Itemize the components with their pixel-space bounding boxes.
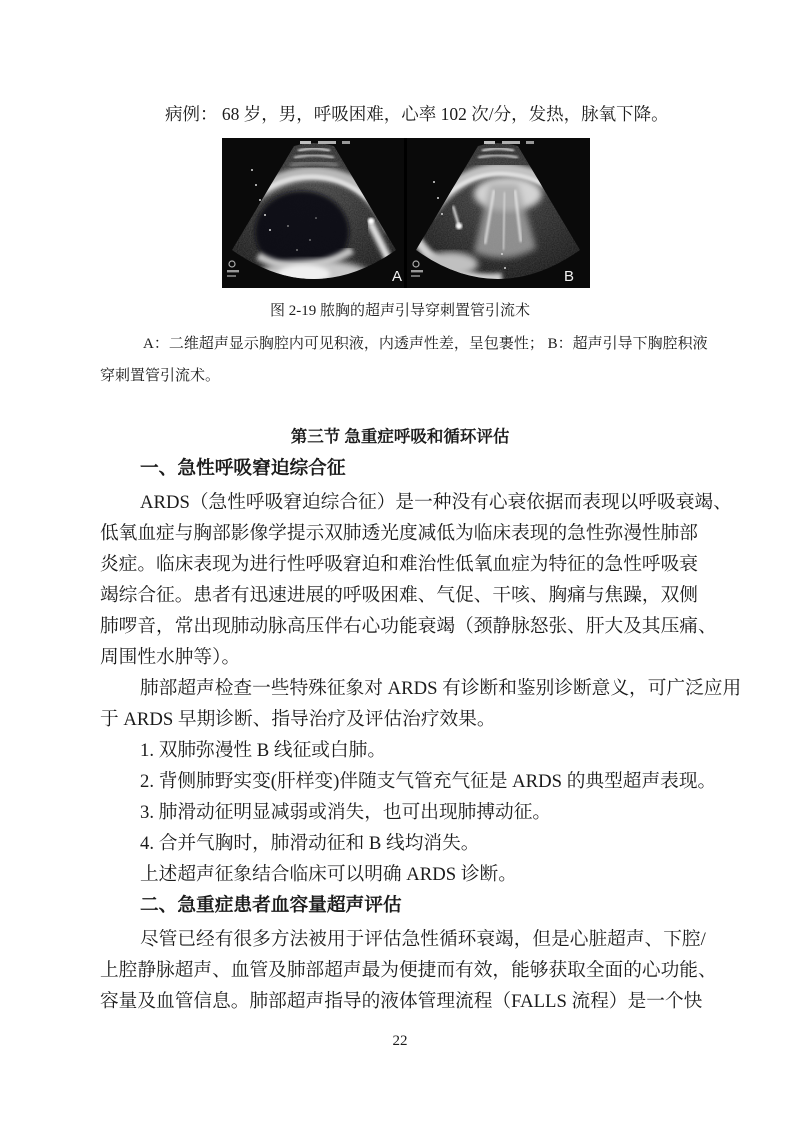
subsection-heading-2: 二、急重症患者血容量超声评估 xyxy=(140,895,402,916)
figure-legend-line-2: 穿刺置管引流术。 xyxy=(100,368,221,384)
paragraph-line: 周围性水肿等）。 xyxy=(100,647,241,668)
panel-seam xyxy=(404,138,407,288)
figure-2-19-ultrasound-image xyxy=(222,138,590,288)
list-item-4: 4. 合并气胸时，肺滑动征和 B 线均消失。 xyxy=(140,833,480,854)
page-number: 22 xyxy=(392,1033,408,1049)
list-item-2: 2. 背侧肺野实变(肝样变)伴随支气管充气征是 ARDS 的典型超声表现。 xyxy=(140,771,717,792)
paragraph-line: 炎症。临床表现为进行性呼吸窘迫和难治性低氧血症为特征的急性呼吸衰 xyxy=(100,554,698,575)
paragraph-line: 竭综合征。患者有迅速进展的呼吸困难、气促、干咳、胸痛与焦躁，双侧 xyxy=(100,585,698,606)
figure-legend-line-1: A：二维超声显示胸腔内可见积液，内透声性差，呈包裹性； B：超声引导下胸腔积液 xyxy=(143,336,708,352)
ultrasound-figure-svg xyxy=(222,138,590,288)
paragraph-line: 尽管已经有很多方法被用于评估急性循环衰竭，但是心脏超声、下腔/ xyxy=(140,929,706,950)
paragraph-line: 于 ARDS 早期诊断、指导治疗及评估治疗效果。 xyxy=(100,709,496,730)
paragraph-line: 容量及血管信息。肺部超声指导的液体管理流程（FALLS 流程）是一个快 xyxy=(100,991,703,1012)
paragraph-line: 低氧血症与胸部影像学提示双肺透光度减低为临床表现的急性弥漫性肺部 xyxy=(100,523,698,544)
machine-header-marks-b xyxy=(484,141,534,144)
paragraph-line: ARDS（急性呼吸窘迫综合征）是一种没有心衰依据而表现以呼吸衰竭、 xyxy=(140,492,732,513)
panel-b-label: B xyxy=(564,268,575,285)
section-title: 第三节 急重症呼吸和循环评估 xyxy=(290,427,510,446)
panel-a-label: A xyxy=(392,268,403,285)
case-description-line: 病例： 68 岁，男，呼吸困难，心率 102 次/分，发热，脉氧下降。 xyxy=(165,104,669,124)
subsection-heading-1: 一、急性呼吸窘迫综合征 xyxy=(140,458,346,479)
list-item-1: 1. 双肺弥漫性 B 线征或白肺。 xyxy=(140,740,387,761)
list-item-3: 3. 肺滑动征明显减弱或消失，也可出现肺搏动征。 xyxy=(140,802,552,823)
figure-caption: 图 2-19 脓胸的超声引导穿刺置管引流术 xyxy=(270,303,530,319)
machine-header-marks-a xyxy=(300,141,350,144)
paragraph-line: 上腔静脉超声、血管及肺部超声最为便捷而有效，能够获取全面的心功能、 xyxy=(100,960,717,981)
conclusion-line: 上述超声征象结合临床可以明确 ARDS 诊断。 xyxy=(140,864,517,885)
paragraph-line: 肺啰音，常出现肺动脉高压伴右心功能衰竭（颈静脉怒张、肝大及其压痛、 xyxy=(100,616,717,637)
paragraph-line: 肺部超声检查一些特殊征象对 ARDS 有诊断和鉴别诊断意义，可广泛应用 xyxy=(140,678,742,699)
